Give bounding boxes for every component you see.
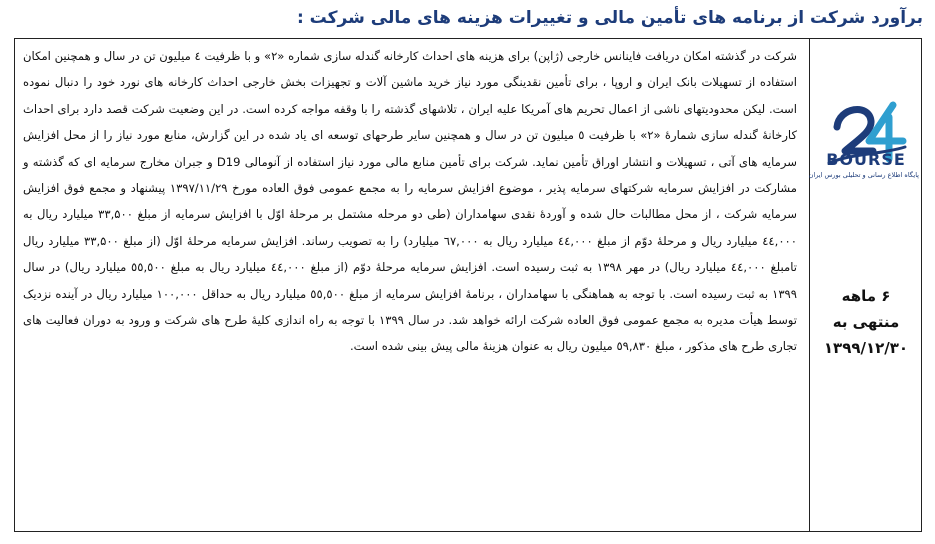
financing-table bbox=[14, 38, 922, 532]
financing-description: شرکت در گذشته امکان دریافت فاینانس خارجی (ژاپن) برای هزینه های احداث کارخانه گندله سازی شماره «۲» و با ظرفیت ٤ میلیون تن در سال و همچنین امکان استفاده از تسهیلات بانک ایران و اروپا ، برای تأمین نقدینگی مورد نیاز خرید ماشین آلات و تجهیزات بخش خارجی احداث کارخانه های نورد خود را دنبال نموده است. لیکن محدودیتهای ناشی از اعمال تحریم های آمریکا علیه ایران ، تلاشهای گذشته را با وقفه مواجه کرده است. در این وضعیت شرکت قصد دارد برای احداث کارخانهٔ گندله سازی شمارهٔ «۲» با ظرفیت ٥ میلیون تن در سال و همچنین سایر طرحهای توسعه ای یاد شده در این گزارش، منابع مورد نیاز را از محل افزایش سرمایه های آتی ، تسهیلات و انتشار اوراق تأمین نماید. شرکت برای تأمین منابع مالی مورد نیاز استفاده از آنومالی D19 و جبران مخارج سرمایه ای که گذشته و مشارکت در افزایش سرمایه شرکتهای سرمایه پذیر ، موضوع افزایش سرمایه را به مجمع عمومی فوق العاده مورخ ۱۳۹۷/۱۱/۲۹ پیشنهاد و مجمع فوق افزایش سرمایه شرکت ، از محل مطالبات حال شده و آوردهٔ نقدی سهامداران (طی دو مرحله مشتمل بر مرحلهٔ اوّل با افزایش سرمایه از مبلغ ۳۳,۵۰۰ میلیارد ریال به ٤٤,۰۰۰ میلیارد ریال و مرحلهٔ دوّم از مبلغ ٤٤,۰۰۰ میلیارد ریال به ٦۷,۰۰۰ میلیارد) را به تصویب رساند. افزایش سرمایه مرحلهٔ اوّل (از مبلغ ۳۳,۵۰۰ میلیارد ریال تامبلغ ٤٤,۰۰۰ میلیارد ریال) در مهر ۱۳۹۸ به ثبت رسیده است. افزایش سرمایه مرحلهٔ دوّم (از مبلغ ٤٤,۰۰۰ میلیارد ریال به مبلغ ٥٥,٥۰۰ میلیارد ریال) در سال ۱۳۹۹ به ثبت رسیده است. با توجه به هماهنگی با سهامداران ، برنامهٔ افزایش سرمایه از مبلغ ٥٥,٥۰۰ میلیارد ریال به حداقل ۱۰۰,۰۰۰ میلیارد ریال در آینده نزدیک توسط هیأت مدیره به مجمع عمومی فوق العاده شرکت ارائه خواهد شد. در سال ۱۳۹۹ با توجه به راه اندازی کلیهٔ طرح های شرکت و ورود به دوران فعالیت های تجاری طرح های مذکور ، مبلغ ٥۹,۸۳۰ میلیون ریال به عنوان هزینهٔ مالی پیش بینی شده است. bbox=[23, 49, 798, 354]
period-label bbox=[811, 283, 921, 361]
period-date: ۱۳۹۹/۱۲/۳۰ bbox=[823, 339, 909, 357]
logo-wordmark: BOURSE bbox=[826, 150, 906, 169]
section-heading: برآورد شرکت از برنامه های تأمین مالی و تغییرات هزینه های مالی شرکت : bbox=[296, 8, 923, 28]
period-line-1: ۶ ماهه bbox=[841, 287, 891, 305]
period-line-2: منتهی به bbox=[832, 313, 900, 331]
logo-subtitle: پایگاه اطلاع رسانی و تحلیلی بورس ایران bbox=[808, 171, 919, 179]
period-cell bbox=[808, 39, 921, 531]
column-divider bbox=[809, 39, 810, 531]
